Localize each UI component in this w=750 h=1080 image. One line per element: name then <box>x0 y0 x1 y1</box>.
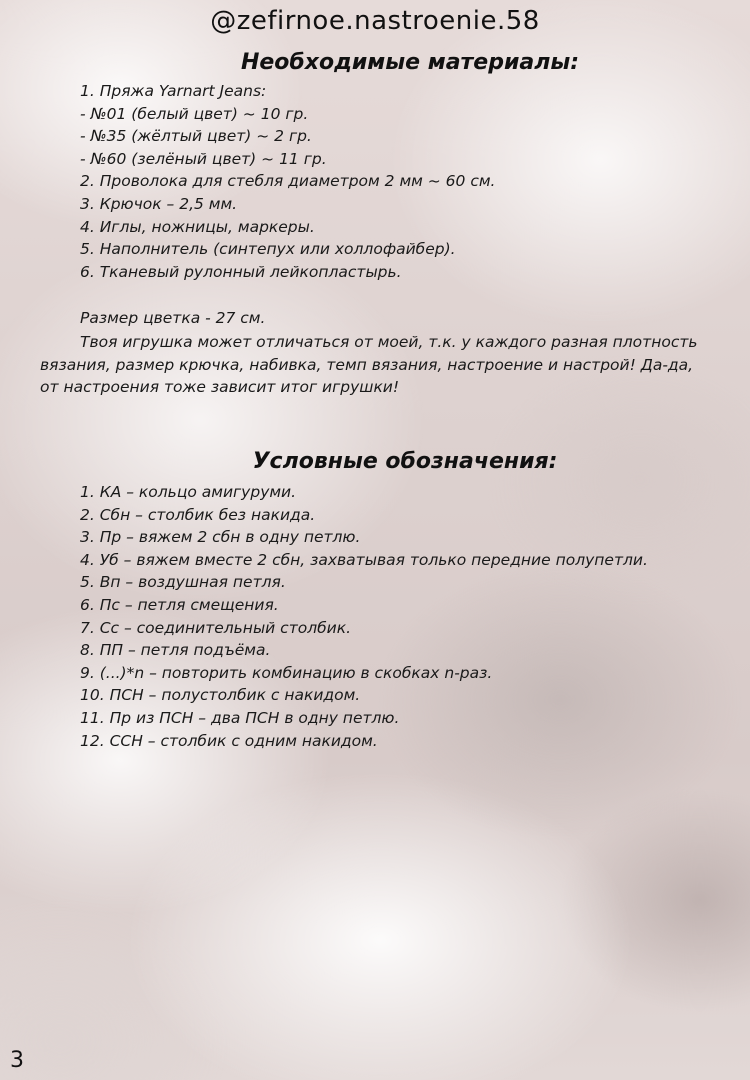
list-item: 2. Сбн – столбик без накида. <box>80 505 316 524</box>
list-item: - №35 (жёлтый цвет) ~ 2 гр. <box>80 127 312 146</box>
list-item: 6. Тканевый рулонный лейкопластырь. <box>80 262 402 281</box>
list-item: 6. Пс – петля смещения. <box>80 595 279 614</box>
list-item: 10. ПСН – полустолбик с накидом. <box>80 686 361 705</box>
list-item: 1. Пряжа Yarnart Jeans: <box>80 82 267 100</box>
list-item: 11. Пр из ПСН – два ПСН в одну петлю. <box>80 708 400 727</box>
author-handle: @zefirnoe.nastroenie.58 <box>210 6 540 36</box>
list-item: 5. Вп – воздушная петля. <box>80 573 286 592</box>
list-item: - №01 (белый цвет) ~ 10 гр. <box>80 104 309 123</box>
page-number: 3 <box>10 1048 24 1073</box>
legend-heading: Условные обозначения: <box>252 449 558 474</box>
flower-size: Размер цветка - 27 см. <box>80 309 266 327</box>
note-paragraph: Твоя игрушка может отличаться от моей, т.к. у каждого разная плотность вязания, размер крючка, набивка, темп вязания, настроение и настрой! Да-да, от настроения тоже зависит итог игрушки! <box>40 333 698 397</box>
list-item: - №60 (зелёный цвет) ~ 11 гр. <box>80 149 327 168</box>
list-item: 1. КА – кольцо амигуруми. <box>80 483 297 501</box>
list-item: 8. ПП – петля подъёма. <box>80 641 271 660</box>
list-item: 4. Уб – вяжем вместе 2 сбн, захватывая только передние полупетли. <box>80 550 648 569</box>
list-item: 12. ССН – столбик с одним накидом. <box>80 731 378 750</box>
list-item: 3. Крючок – 2,5 мм. <box>80 194 238 213</box>
materials-list <box>80 80 495 283</box>
list-item: 9. (...)*n – повторить комбинацию в скобках n-раз. <box>80 663 493 682</box>
list-item: 5. Наполнитель (синтепух или холлофайбер). <box>80 240 456 259</box>
list-item: 7. Сс – соединительный столбик. <box>80 618 352 637</box>
list-item: 4. Иглы, ножницы, маркеры. <box>80 217 315 236</box>
legend-list <box>80 481 648 752</box>
materials-heading: Необходимые материалы: <box>240 50 580 75</box>
list-item: 3. Пр – вяжем 2 сбн в одну петлю. <box>80 528 361 547</box>
list-item: 2. Проволока для стебля диаметром 2 мм ~ 60 см. <box>80 172 496 191</box>
